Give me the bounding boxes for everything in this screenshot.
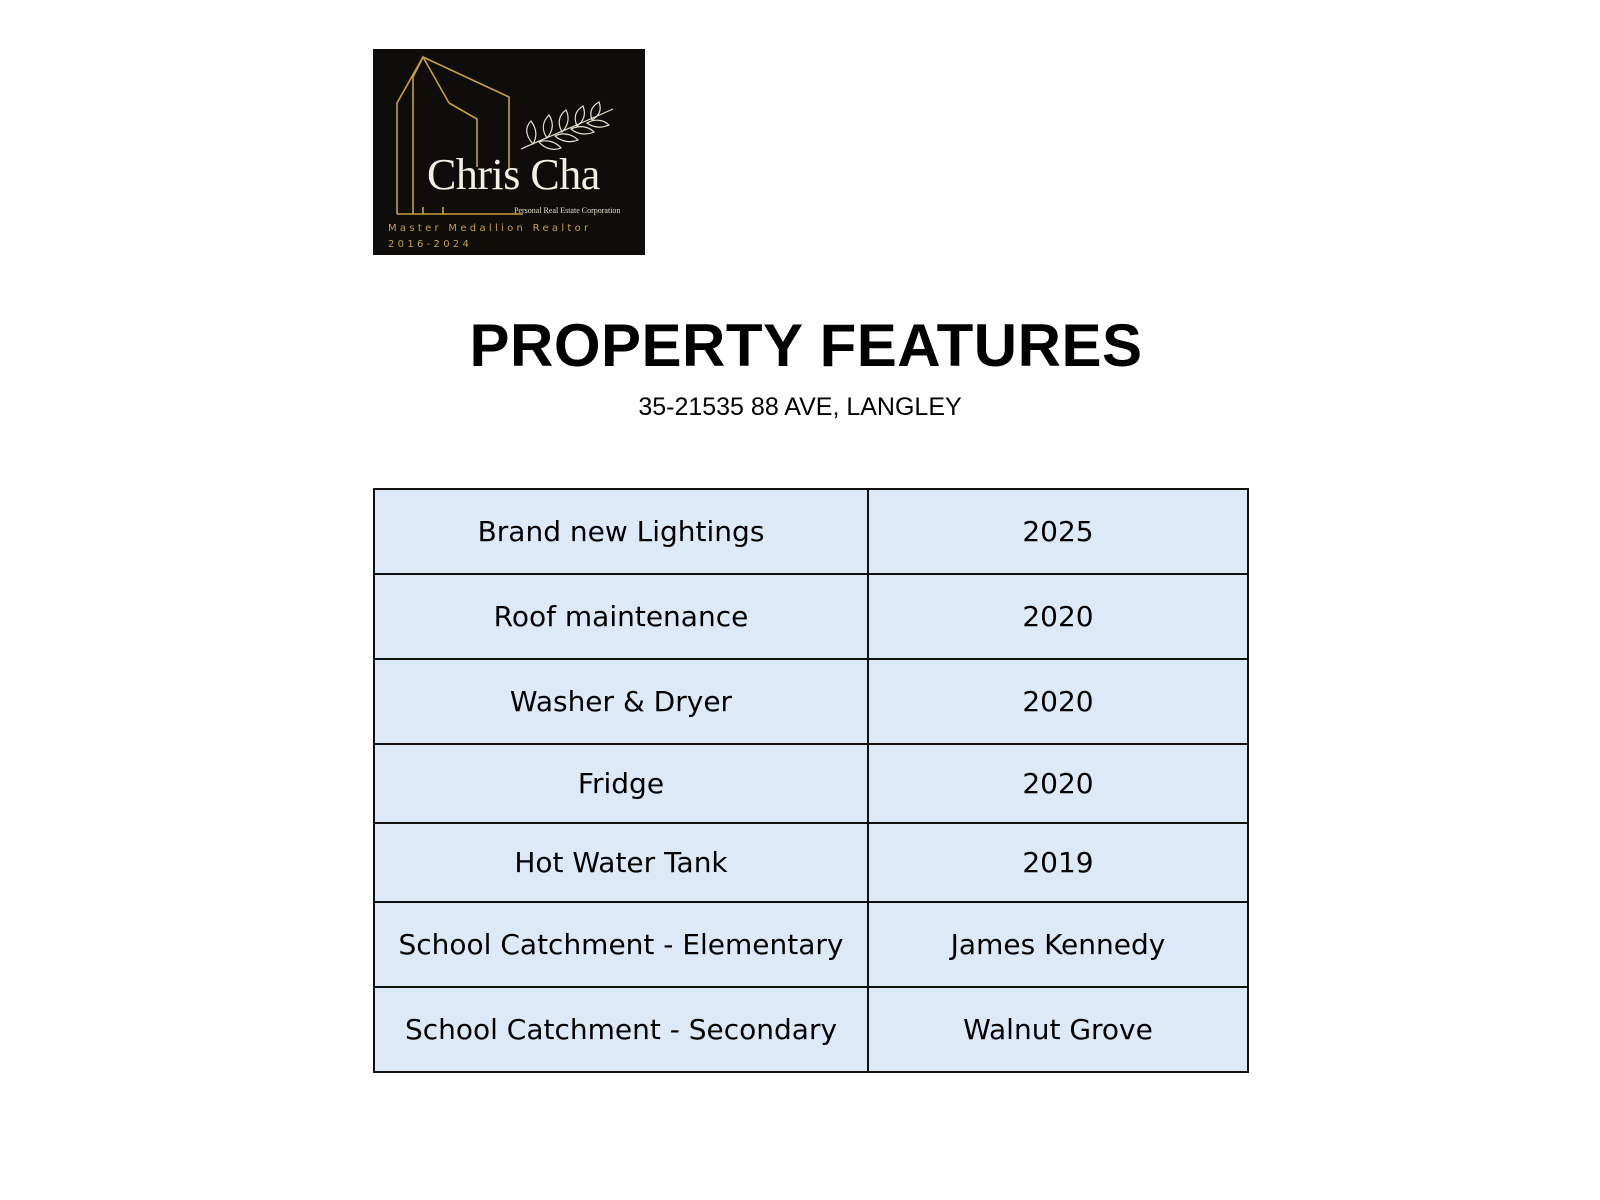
value-cell: 2025 <box>868 489 1248 574</box>
value-cell: 2020 <box>868 744 1248 823</box>
logo-corporation: Personal Real Estate Corporation <box>514 206 621 215</box>
logo-tagline: Master Medallion Realtor <box>388 223 592 234</box>
table-row <box>374 987 1248 1072</box>
feature-cell: School Catchment - Elementary <box>374 902 868 987</box>
value-cell: 2020 <box>868 659 1248 744</box>
value-cell: Walnut Grove <box>868 987 1248 1072</box>
table-row <box>374 823 1248 902</box>
table-row <box>374 902 1248 987</box>
value-cell: 2020 <box>868 574 1248 659</box>
feature-cell: Hot Water Tank <box>374 823 868 902</box>
value-cell: 2019 <box>868 823 1248 902</box>
features-table <box>373 488 1249 1073</box>
table-row <box>374 744 1248 823</box>
feature-cell: Roof maintenance <box>374 574 868 659</box>
feature-cell: Fridge <box>374 744 868 823</box>
table-row <box>374 659 1248 744</box>
olive-branch-icon <box>521 102 613 149</box>
feature-cell: School Catchment - Secondary <box>374 987 868 1072</box>
table-row <box>374 574 1248 659</box>
realtor-logo <box>373 49 645 255</box>
property-address: 35-21535 88 AVE, LANGLEY <box>638 393 962 421</box>
logo-years: 2016-2024 <box>388 239 473 250</box>
logo-name: Chris Cha <box>427 150 600 199</box>
table-row <box>374 489 1248 574</box>
feature-cell: Brand new Lightings <box>374 489 868 574</box>
feature-cell: Washer & Dryer <box>374 659 868 744</box>
value-cell: James Kennedy <box>868 902 1248 987</box>
page-title: PROPERTY FEATURES <box>469 312 1143 379</box>
